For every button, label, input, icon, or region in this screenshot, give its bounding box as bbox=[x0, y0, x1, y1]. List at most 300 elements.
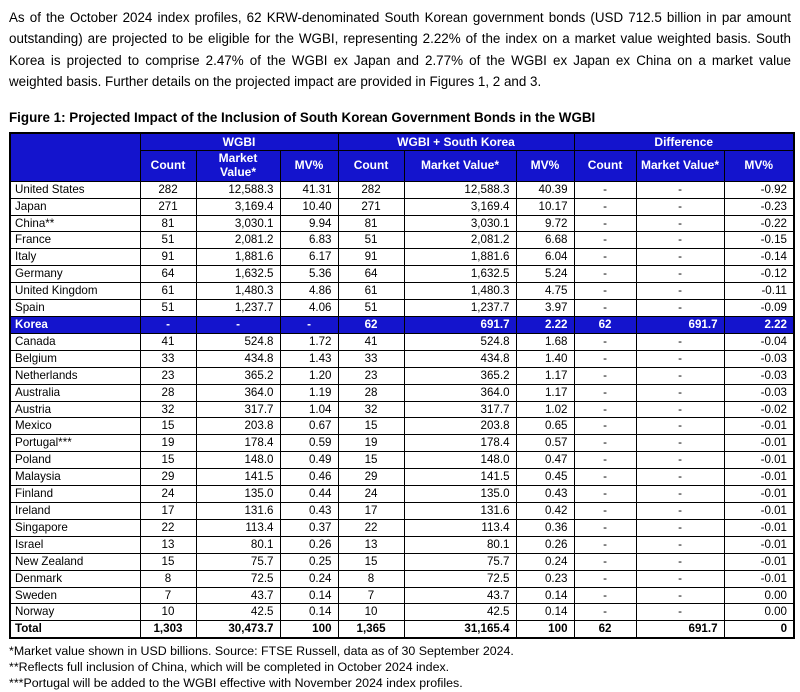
table-row-total bbox=[10, 621, 794, 638]
group-header-wgbi-south-korea: WGBI + South Korea bbox=[338, 133, 574, 151]
col-header-diff-mv-pct: MV% bbox=[724, 150, 794, 181]
value-cell: 41 bbox=[140, 333, 196, 350]
value-cell: -0.92 bbox=[724, 181, 794, 198]
value-cell: - bbox=[636, 486, 724, 503]
value-cell: 43.7 bbox=[196, 587, 280, 604]
value-cell: - bbox=[574, 198, 636, 215]
value-cell: - bbox=[574, 232, 636, 249]
value-cell: 0.43 bbox=[516, 486, 574, 503]
value-cell: 113.4 bbox=[404, 519, 516, 536]
value-cell: 365.2 bbox=[196, 367, 280, 384]
value-cell: - bbox=[636, 333, 724, 350]
value-cell: - bbox=[636, 384, 724, 401]
value-cell: 691.7 bbox=[636, 621, 724, 638]
value-cell: 1.68 bbox=[516, 333, 574, 350]
value-cell: -0.04 bbox=[724, 333, 794, 350]
value-cell: -0.11 bbox=[724, 283, 794, 300]
col-header-wgbi-market-value: Market Value* bbox=[196, 150, 280, 181]
value-cell: 4.06 bbox=[280, 300, 338, 317]
country-cell: Norway bbox=[10, 604, 140, 621]
value-cell: 15 bbox=[338, 553, 404, 570]
value-cell: 1,237.7 bbox=[404, 300, 516, 317]
value-cell: 0.65 bbox=[516, 418, 574, 435]
value-cell: 80.1 bbox=[404, 536, 516, 553]
value-cell: 15 bbox=[338, 452, 404, 469]
value-cell: -0.09 bbox=[724, 300, 794, 317]
value-cell: 0.44 bbox=[280, 486, 338, 503]
value-cell: 364.0 bbox=[196, 384, 280, 401]
value-cell: 23 bbox=[338, 367, 404, 384]
value-cell: 0.43 bbox=[280, 502, 338, 519]
value-cell: 24 bbox=[338, 486, 404, 503]
value-cell: 135.0 bbox=[404, 486, 516, 503]
value-cell: 61 bbox=[338, 283, 404, 300]
table-row bbox=[10, 519, 794, 536]
value-cell: - bbox=[574, 519, 636, 536]
value-cell: 0.23 bbox=[516, 570, 574, 587]
value-cell: 0.26 bbox=[516, 536, 574, 553]
value-cell: - bbox=[636, 232, 724, 249]
value-cell: -0.01 bbox=[724, 435, 794, 452]
value-cell: 203.8 bbox=[404, 418, 516, 435]
value-cell: 72.5 bbox=[196, 570, 280, 587]
value-cell: -0.03 bbox=[724, 367, 794, 384]
value-cell: 3,030.1 bbox=[404, 215, 516, 232]
value-cell: 3,169.4 bbox=[404, 198, 516, 215]
table-row bbox=[10, 350, 794, 367]
value-cell: 141.5 bbox=[196, 469, 280, 486]
value-cell: 317.7 bbox=[404, 401, 516, 418]
value-cell: - bbox=[574, 215, 636, 232]
country-cell: United States bbox=[10, 181, 140, 198]
value-cell: 29 bbox=[338, 469, 404, 486]
value-cell: - bbox=[574, 452, 636, 469]
table-row bbox=[10, 232, 794, 249]
value-cell: 1.17 bbox=[516, 384, 574, 401]
value-cell: 42.5 bbox=[196, 604, 280, 621]
col-header-diff-market-value: Market Value* bbox=[636, 150, 724, 181]
value-cell: 32 bbox=[338, 401, 404, 418]
value-cell: - bbox=[636, 300, 724, 317]
value-cell: 17 bbox=[338, 502, 404, 519]
value-cell: - bbox=[574, 604, 636, 621]
group-header-difference: Difference bbox=[574, 133, 794, 151]
value-cell: - bbox=[574, 300, 636, 317]
value-cell: 81 bbox=[140, 215, 196, 232]
value-cell: 30,473.7 bbox=[196, 621, 280, 638]
value-cell: 10 bbox=[338, 604, 404, 621]
col-header-sk-market-value: Market Value* bbox=[404, 150, 516, 181]
table-row bbox=[10, 384, 794, 401]
value-cell: 51 bbox=[338, 300, 404, 317]
value-cell: 51 bbox=[338, 232, 404, 249]
value-cell: - bbox=[636, 435, 724, 452]
col-header-sk-count: Count bbox=[338, 150, 404, 181]
value-cell: 13 bbox=[338, 536, 404, 553]
value-cell: - bbox=[574, 384, 636, 401]
value-cell: - bbox=[574, 469, 636, 486]
table-row bbox=[10, 452, 794, 469]
value-cell: -0.15 bbox=[724, 232, 794, 249]
value-cell: 32 bbox=[140, 401, 196, 418]
value-cell: 0.00 bbox=[724, 587, 794, 604]
country-cell: Malaysia bbox=[10, 469, 140, 486]
value-cell: 91 bbox=[338, 249, 404, 266]
value-cell: 62 bbox=[574, 621, 636, 638]
value-cell: 6.17 bbox=[280, 249, 338, 266]
value-cell: 0.37 bbox=[280, 519, 338, 536]
value-cell: - bbox=[636, 367, 724, 384]
value-cell: - bbox=[636, 215, 724, 232]
value-cell: 1,480.3 bbox=[404, 283, 516, 300]
figure-title: Figure 1: Projected Impact of the Inclusion of South Korean Government Bonds in the WGBI bbox=[9, 109, 596, 125]
value-cell: -0.23 bbox=[724, 198, 794, 215]
country-cell: Austria bbox=[10, 401, 140, 418]
value-cell: 8 bbox=[140, 570, 196, 587]
value-cell: 131.6 bbox=[404, 502, 516, 519]
value-cell: - bbox=[574, 401, 636, 418]
value-cell: 9.94 bbox=[280, 215, 338, 232]
value-cell: 61 bbox=[140, 283, 196, 300]
country-cell: Denmark bbox=[10, 570, 140, 587]
table-row bbox=[10, 418, 794, 435]
value-cell: 75.7 bbox=[196, 553, 280, 570]
country-cell: Mexico bbox=[10, 418, 140, 435]
table-header bbox=[10, 133, 794, 182]
value-cell: - bbox=[574, 249, 636, 266]
value-cell: 51 bbox=[140, 300, 196, 317]
country-cell: Canada bbox=[10, 333, 140, 350]
value-cell: -0.03 bbox=[724, 384, 794, 401]
value-cell: 33 bbox=[140, 350, 196, 367]
value-cell: 0.00 bbox=[724, 604, 794, 621]
table-row bbox=[10, 435, 794, 452]
value-cell: 0.67 bbox=[280, 418, 338, 435]
value-cell: 6.83 bbox=[280, 232, 338, 249]
value-cell: 434.8 bbox=[404, 350, 516, 367]
value-cell: 75.7 bbox=[404, 553, 516, 570]
value-cell: 80.1 bbox=[196, 536, 280, 553]
value-cell: 1.02 bbox=[516, 401, 574, 418]
country-cell: Korea bbox=[10, 317, 140, 334]
value-cell: 23 bbox=[140, 367, 196, 384]
country-cell: Total bbox=[10, 621, 140, 638]
country-cell: Ireland bbox=[10, 502, 140, 519]
value-cell: - bbox=[636, 249, 724, 266]
value-cell: 0.46 bbox=[280, 469, 338, 486]
value-cell: -0.01 bbox=[724, 536, 794, 553]
value-cell: 364.0 bbox=[404, 384, 516, 401]
value-cell: - bbox=[140, 317, 196, 334]
value-cell: 62 bbox=[338, 317, 404, 334]
table-row bbox=[10, 333, 794, 350]
value-cell: - bbox=[636, 536, 724, 553]
value-cell: 1.17 bbox=[516, 367, 574, 384]
value-cell: 203.8 bbox=[196, 418, 280, 435]
value-cell: 64 bbox=[338, 266, 404, 283]
value-cell: 1.72 bbox=[280, 333, 338, 350]
value-cell: 4.86 bbox=[280, 283, 338, 300]
table-row bbox=[10, 401, 794, 418]
value-cell: 0.45 bbox=[516, 469, 574, 486]
value-cell: - bbox=[280, 317, 338, 334]
value-cell: - bbox=[636, 452, 724, 469]
value-cell: 1.04 bbox=[280, 401, 338, 418]
value-cell: 6.04 bbox=[516, 249, 574, 266]
country-cell: United Kingdom bbox=[10, 283, 140, 300]
value-cell: -0.22 bbox=[724, 215, 794, 232]
value-cell: 12,588.3 bbox=[404, 181, 516, 198]
value-cell: - bbox=[574, 486, 636, 503]
value-cell: -0.12 bbox=[724, 266, 794, 283]
footnote-market-value: *Market value shown in USD billions. Source: FTSE Russell, data as of 30 September 2024. bbox=[9, 644, 514, 659]
value-cell: 0.57 bbox=[516, 435, 574, 452]
value-cell: 282 bbox=[338, 181, 404, 198]
col-header-wgbi-count: Count bbox=[140, 150, 196, 181]
value-cell: 4.75 bbox=[516, 283, 574, 300]
country-cell: New Zealand bbox=[10, 553, 140, 570]
table-row bbox=[10, 300, 794, 317]
table-row bbox=[10, 486, 794, 503]
value-cell: 10.40 bbox=[280, 198, 338, 215]
country-column-header bbox=[10, 133, 140, 182]
value-cell: - bbox=[636, 181, 724, 198]
value-cell: 0 bbox=[724, 621, 794, 638]
footnote-china: **Reflects full inclusion of China, which will be completed in October 2024 index. bbox=[9, 660, 450, 675]
value-cell: 524.8 bbox=[196, 333, 280, 350]
value-cell: 5.36 bbox=[280, 266, 338, 283]
value-cell: 0.14 bbox=[516, 604, 574, 621]
value-cell: 178.4 bbox=[196, 435, 280, 452]
value-cell: 13 bbox=[140, 536, 196, 553]
value-cell: - bbox=[636, 283, 724, 300]
value-cell: 15 bbox=[140, 452, 196, 469]
value-cell: 10 bbox=[140, 604, 196, 621]
value-cell: 282 bbox=[140, 181, 196, 198]
value-cell: 0.24 bbox=[280, 570, 338, 587]
value-cell: 15 bbox=[140, 418, 196, 435]
table-row bbox=[10, 502, 794, 519]
value-cell: 0.47 bbox=[516, 452, 574, 469]
country-cell: Italy bbox=[10, 249, 140, 266]
value-cell: 9.72 bbox=[516, 215, 574, 232]
value-cell: 3.97 bbox=[516, 300, 574, 317]
value-cell: -0.01 bbox=[724, 418, 794, 435]
value-cell: 1,237.7 bbox=[196, 300, 280, 317]
country-cell: Portugal*** bbox=[10, 435, 140, 452]
value-cell: 3,169.4 bbox=[196, 198, 280, 215]
value-cell: - bbox=[574, 553, 636, 570]
value-cell: 691.7 bbox=[636, 317, 724, 334]
value-cell: 0.14 bbox=[516, 587, 574, 604]
value-cell: - bbox=[574, 266, 636, 283]
value-cell: - bbox=[574, 570, 636, 587]
value-cell: 28 bbox=[140, 384, 196, 401]
value-cell: 2,081.2 bbox=[196, 232, 280, 249]
value-cell: - bbox=[574, 418, 636, 435]
value-cell: -0.01 bbox=[724, 502, 794, 519]
value-cell: - bbox=[636, 502, 724, 519]
value-cell: - bbox=[574, 181, 636, 198]
value-cell: - bbox=[574, 350, 636, 367]
value-cell: 100 bbox=[516, 621, 574, 638]
value-cell: 271 bbox=[338, 198, 404, 215]
value-cell: 40.39 bbox=[516, 181, 574, 198]
value-cell: 7 bbox=[140, 587, 196, 604]
value-cell: 1.40 bbox=[516, 350, 574, 367]
country-cell: China** bbox=[10, 215, 140, 232]
table-row-korea bbox=[10, 317, 794, 334]
value-cell: 81 bbox=[338, 215, 404, 232]
value-cell: 1,632.5 bbox=[404, 266, 516, 283]
col-header-sk-mv-pct: MV% bbox=[516, 150, 574, 181]
value-cell: 100 bbox=[280, 621, 338, 638]
value-cell: 10.17 bbox=[516, 198, 574, 215]
value-cell: -0.14 bbox=[724, 249, 794, 266]
country-cell: Israel bbox=[10, 536, 140, 553]
value-cell: 0.59 bbox=[280, 435, 338, 452]
value-cell: -0.03 bbox=[724, 350, 794, 367]
value-cell: 7 bbox=[338, 587, 404, 604]
value-cell: - bbox=[574, 283, 636, 300]
value-cell: 0.14 bbox=[280, 604, 338, 621]
country-cell: Spain bbox=[10, 300, 140, 317]
group-header-wgbi: WGBI bbox=[140, 133, 338, 151]
value-cell: 148.0 bbox=[196, 452, 280, 469]
value-cell: - bbox=[636, 570, 724, 587]
value-cell: 131.6 bbox=[196, 502, 280, 519]
value-cell: - bbox=[636, 553, 724, 570]
table-body bbox=[10, 181, 794, 638]
value-cell: 434.8 bbox=[196, 350, 280, 367]
table-row bbox=[10, 570, 794, 587]
intro-paragraph: As of the October 2024 index profiles, 62 KRW-denominated South Korean government bonds (USD 712.5 billion in par amount outstanding) are projected to be eligible for the WGBI, representing 2.22% of the index on a market value weighted basis. South Korea is projected to comprise 2.47% of the WGBI ex Japan and 2.77% of the WGBI ex Japan ex China on a market value weighted basis. Further details on the projected impact are provided in Figures 1, 2 and 3. bbox=[9, 10, 791, 90]
value-cell: 43.7 bbox=[404, 587, 516, 604]
value-cell: 1,365 bbox=[338, 621, 404, 638]
value-cell: 33 bbox=[338, 350, 404, 367]
table-row bbox=[10, 249, 794, 266]
value-cell: - bbox=[574, 333, 636, 350]
value-cell: 1.19 bbox=[280, 384, 338, 401]
value-cell: - bbox=[636, 266, 724, 283]
col-header-wgbi-mv-pct: MV% bbox=[280, 150, 338, 181]
value-cell: 317.7 bbox=[196, 401, 280, 418]
value-cell: 0.36 bbox=[516, 519, 574, 536]
value-cell: 2,081.2 bbox=[404, 232, 516, 249]
value-cell: 51 bbox=[140, 232, 196, 249]
value-cell: - bbox=[636, 469, 724, 486]
value-cell: 365.2 bbox=[404, 367, 516, 384]
impact-table bbox=[9, 132, 795, 639]
value-cell: 3,030.1 bbox=[196, 215, 280, 232]
table-row bbox=[10, 604, 794, 621]
value-cell: 691.7 bbox=[404, 317, 516, 334]
value-cell: - bbox=[636, 418, 724, 435]
value-cell: 0.14 bbox=[280, 587, 338, 604]
table-row bbox=[10, 181, 794, 198]
value-cell: 1,303 bbox=[140, 621, 196, 638]
value-cell: 5.24 bbox=[516, 266, 574, 283]
group-header-row bbox=[10, 133, 794, 151]
country-cell: Germany bbox=[10, 266, 140, 283]
table-row bbox=[10, 198, 794, 215]
value-cell: - bbox=[574, 502, 636, 519]
value-cell: 31,165.4 bbox=[404, 621, 516, 638]
col-header-diff-count: Count bbox=[574, 150, 636, 181]
value-cell: 29 bbox=[140, 469, 196, 486]
value-cell: - bbox=[636, 519, 724, 536]
value-cell: 135.0 bbox=[196, 486, 280, 503]
value-cell: 178.4 bbox=[404, 435, 516, 452]
value-cell: - bbox=[574, 367, 636, 384]
country-cell: Finland bbox=[10, 486, 140, 503]
value-cell: 524.8 bbox=[404, 333, 516, 350]
table-row bbox=[10, 215, 794, 232]
value-cell: 141.5 bbox=[404, 469, 516, 486]
country-cell: Netherlands bbox=[10, 367, 140, 384]
value-cell: - bbox=[574, 536, 636, 553]
footnotes bbox=[9, 644, 791, 692]
value-cell: 1.20 bbox=[280, 367, 338, 384]
value-cell: 148.0 bbox=[404, 452, 516, 469]
value-cell: 0.25 bbox=[280, 553, 338, 570]
table-row bbox=[10, 266, 794, 283]
value-cell: 6.68 bbox=[516, 232, 574, 249]
table-row bbox=[10, 469, 794, 486]
value-cell: -0.01 bbox=[724, 486, 794, 503]
value-cell: 0.24 bbox=[516, 553, 574, 570]
value-cell: 1,881.6 bbox=[196, 249, 280, 266]
value-cell: -0.01 bbox=[724, 570, 794, 587]
value-cell: 62 bbox=[574, 317, 636, 334]
value-cell: 72.5 bbox=[404, 570, 516, 587]
value-cell: 12,588.3 bbox=[196, 181, 280, 198]
country-cell: Japan bbox=[10, 198, 140, 215]
value-cell: 1.43 bbox=[280, 350, 338, 367]
value-cell: 0.49 bbox=[280, 452, 338, 469]
value-cell: 1,480.3 bbox=[196, 283, 280, 300]
value-cell: 24 bbox=[140, 486, 196, 503]
value-cell: 1,632.5 bbox=[196, 266, 280, 283]
table-row bbox=[10, 553, 794, 570]
value-cell: - bbox=[196, 317, 280, 334]
value-cell: 2.22 bbox=[724, 317, 794, 334]
table-row bbox=[10, 587, 794, 604]
value-cell: -0.01 bbox=[724, 452, 794, 469]
value-cell: 113.4 bbox=[196, 519, 280, 536]
country-cell: Poland bbox=[10, 452, 140, 469]
value-cell: 42.5 bbox=[404, 604, 516, 621]
value-cell: 0.42 bbox=[516, 502, 574, 519]
country-cell: Sweden bbox=[10, 587, 140, 604]
value-cell: 22 bbox=[140, 519, 196, 536]
value-cell: 0.26 bbox=[280, 536, 338, 553]
value-cell: - bbox=[636, 604, 724, 621]
value-cell: - bbox=[636, 198, 724, 215]
value-cell: 15 bbox=[338, 418, 404, 435]
table-row bbox=[10, 536, 794, 553]
value-cell: - bbox=[574, 435, 636, 452]
value-cell: - bbox=[636, 350, 724, 367]
value-cell: -0.01 bbox=[724, 469, 794, 486]
value-cell: -0.02 bbox=[724, 401, 794, 418]
table-row bbox=[10, 367, 794, 384]
value-cell: -0.01 bbox=[724, 553, 794, 570]
table-row bbox=[10, 283, 794, 300]
value-cell: 2.22 bbox=[516, 317, 574, 334]
value-cell: 19 bbox=[140, 435, 196, 452]
value-cell: 19 bbox=[338, 435, 404, 452]
